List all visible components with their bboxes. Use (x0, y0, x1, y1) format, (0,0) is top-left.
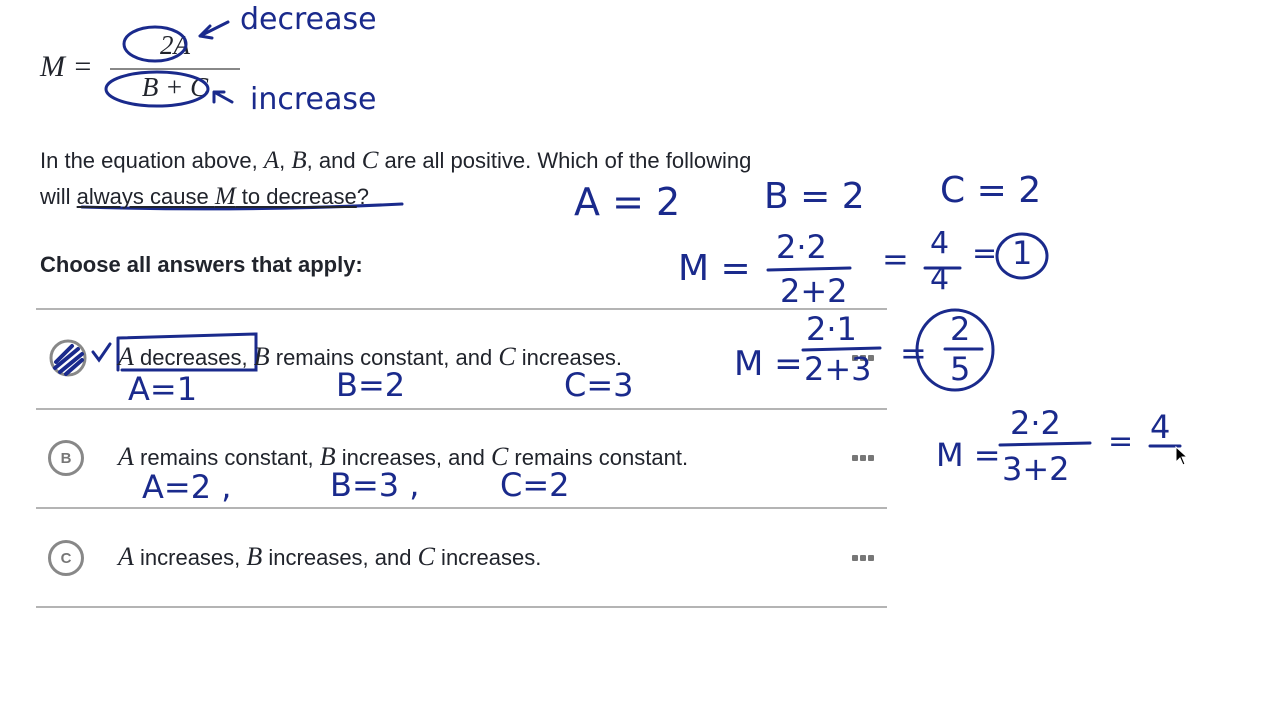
annotation-choice-b-denominator: 3+2 (1002, 450, 1070, 488)
question-emphasis (77, 184, 357, 209)
question-text (40, 143, 870, 215)
var-m: M (214, 183, 236, 210)
annotation-choice-a-result-den: 5 (950, 350, 971, 388)
more-options-button[interactable] (852, 455, 874, 463)
choice-fragment: remains constant, (133, 445, 320, 470)
choice-fragment: remains constant. (508, 445, 689, 470)
var-a: A (118, 542, 134, 571)
annotation-base-frac-num: 4 (930, 226, 950, 261)
var-b: B (291, 147, 307, 174)
var-c: C (498, 342, 516, 371)
choice-fragment: increases, and (262, 545, 418, 570)
mouse-cursor-icon (1175, 446, 1189, 466)
question-fragment: will (40, 184, 77, 209)
annotation-choice-a-denominator: 2+3 (804, 350, 872, 388)
ellipsis-icon (868, 455, 874, 461)
var-a: A (263, 147, 280, 174)
question-fragment: , (279, 148, 292, 173)
annotation-increase: increase (250, 82, 377, 117)
annotation-base-frac-den: 4 (930, 262, 950, 297)
more-options-button[interactable] (852, 555, 874, 563)
annotation-choice-b-partial: 4 (1150, 408, 1171, 446)
annotation-choice-b-a: A=2 , (142, 468, 232, 506)
question-fragment: always cause (76, 184, 215, 209)
annotation-base-eq: = (882, 240, 909, 278)
var-b: B (319, 442, 336, 471)
annotation-choice-b-numerator: 2·2 (1010, 404, 1061, 442)
choice-fragment: decreases, (133, 345, 254, 370)
ellipsis-icon (868, 555, 874, 561)
annotation-choice-b-m: M = (936, 436, 1001, 474)
annotation-choice-b-c: C=2 (500, 466, 570, 504)
ellipsis-icon (860, 455, 866, 461)
equation-lhs: M = (40, 50, 93, 83)
annotation-decrease: decrease (240, 2, 377, 37)
annotation-base-a: A = 2 (574, 180, 681, 224)
annotation-choice-a-b: B=2 (336, 366, 406, 404)
annotation-base-b: B = 2 (764, 176, 865, 217)
choice-b-radio[interactable]: B (48, 440, 84, 476)
ellipsis-icon (852, 455, 858, 461)
equation-denominator: B + C (141, 72, 209, 102)
annotation-choice-a-c: C=3 (564, 366, 634, 404)
instructions: Choose all answers that apply: (40, 252, 363, 277)
ellipsis-icon (860, 555, 866, 561)
choice-fragment: increases. (434, 545, 542, 570)
annotation-choice-b-eq: = (1108, 424, 1134, 459)
annotation-choice-a-eq: = (900, 334, 927, 372)
choice-c-radio[interactable]: C (48, 540, 84, 576)
choice-c[interactable] (36, 509, 887, 607)
question-fragment: ? (356, 184, 370, 209)
question-fragment: In the equation above, (40, 148, 264, 173)
annotation-choice-b-b: B=3 , (330, 466, 420, 504)
choice-fragment: increases, (133, 545, 247, 570)
annotation-base-numerator: 2·2 (776, 228, 827, 266)
annotation-base-c: C = 2 (940, 170, 1042, 211)
ellipsis-icon (852, 555, 858, 561)
annotation-base-result: 1 (1012, 234, 1033, 272)
question-fragment: to decrease (235, 184, 357, 209)
var-b: B (253, 342, 270, 371)
question-fragment: are all positive. Which of the following (378, 148, 752, 173)
annotation-choice-a-a: A=1 (128, 370, 198, 408)
equation-numerator: 2A (160, 30, 190, 60)
question-fragment: , and (306, 148, 362, 173)
var-b: B (246, 542, 263, 571)
choice-fragment: increases. (515, 345, 623, 370)
choice-fragment: increases, and (335, 445, 491, 470)
annotation-choice-a-m: M = (734, 344, 803, 384)
annotation-base-denominator: 2+2 (780, 272, 848, 310)
choice-fragment: remains constant, and (269, 345, 499, 370)
var-a: A (118, 342, 134, 371)
var-c: C (417, 542, 435, 571)
annotation-choice-a-result-num: 2 (950, 310, 971, 348)
annotation-choice-a-numerator: 2·1 (806, 310, 857, 348)
var-c: C (490, 442, 509, 471)
choice-c-text (118, 542, 541, 572)
annotation-base-m: M = (678, 248, 751, 289)
var-a: A (118, 442, 134, 471)
annotation-base-eq2: = (972, 236, 998, 271)
choice-a-radio[interactable] (50, 340, 86, 376)
var-c: C (361, 147, 379, 174)
